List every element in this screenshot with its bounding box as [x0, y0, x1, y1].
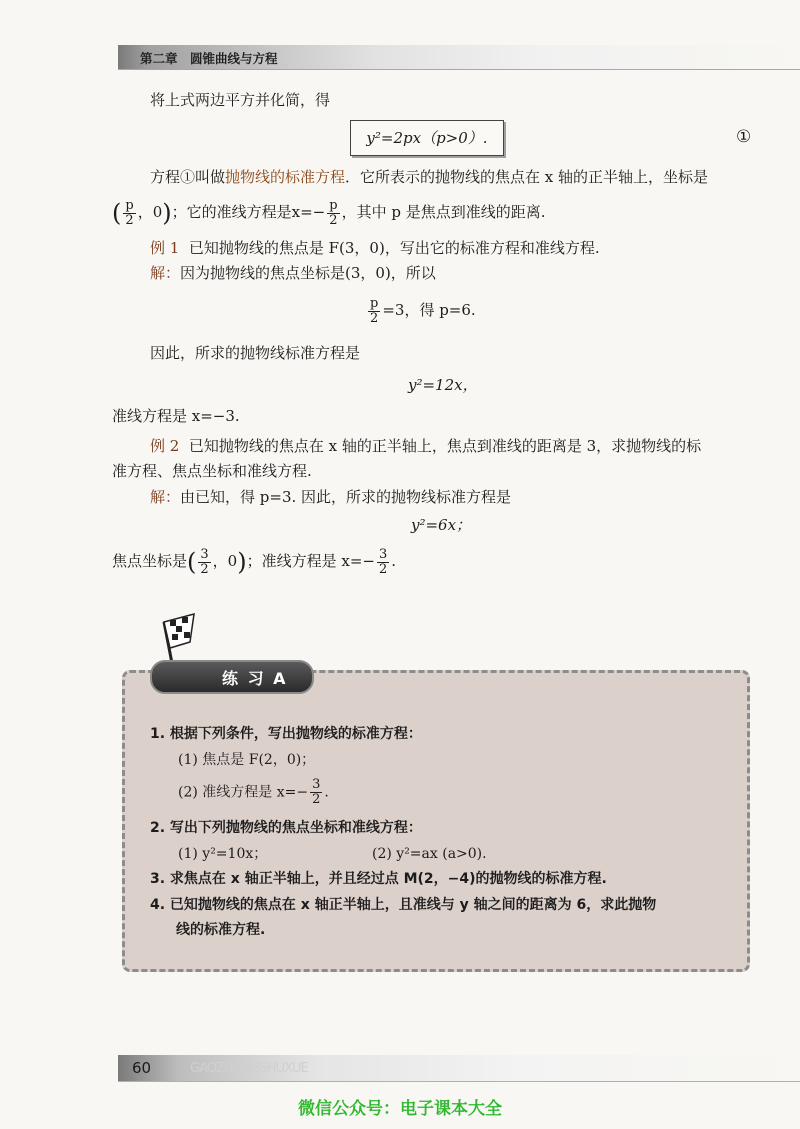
example-label: 例 1 [150, 239, 180, 257]
exercise-q2: 2. 写出下列抛物线的焦点坐标和准线方程： [150, 820, 422, 836]
footer-divider [118, 1081, 800, 1082]
fraction: $\frac{p}{2}$ [329, 197, 338, 228]
example-2-answer: 焦点坐标是( $\frac{3}{2}$ ，0)；准线方程是 x=− $\frac{3}{2}$ . [112, 546, 397, 577]
fraction: $\frac{3}{2}$ [378, 546, 388, 577]
key-term: 抛物线的标准方程 [225, 168, 346, 186]
page-footer [118, 1055, 800, 1081]
fraction: $\frac{3}{2}$ [200, 546, 209, 577]
exercise-q4: 4. 已知抛物线的焦点在 x 轴正半轴上，且准线与 y 轴之间的距离为 6，求此抛物 [150, 897, 657, 913]
example-1-question: 例 1 已知抛物线的焦点是 F(3，0)，写出它的标准方程和准线方程. [150, 239, 600, 257]
header-divider [118, 69, 800, 70]
fraction: $\frac{p}{2}$ [370, 295, 379, 326]
exercise-q2b: (2) y²=ax (a>0). [372, 846, 487, 862]
example-1-text-2: 因此，所求的抛物线标准方程是 [150, 344, 361, 362]
example-1-equation-2: y²=12x， [408, 376, 478, 394]
example-2-question-cont: 准方程、焦点坐标和准线方程. [112, 462, 312, 480]
intro-text: 将上式两边平方并化简，得 [150, 91, 331, 109]
focus-directrix-line: ( $\frac{p}{2}$ ，0)；它的准线方程是x=− $\frac{p}{2}$ ，其中 p 是焦点到准线的距离. [112, 197, 546, 228]
exercise-q1: 1. 根据下列条件，写出抛物线的标准方程： [150, 726, 422, 742]
example-2-equation: y²=6x； [411, 516, 472, 534]
page-number: 60 [132, 1059, 152, 1077]
example-1-text-3: 准线方程是 x=−3. [112, 407, 240, 425]
chapter-header [118, 45, 800, 69]
example-1-equation-1: $\frac{p}{2}$ =3，得 p=6. [370, 295, 476, 326]
definition-paragraph: 方程①叫做抛物线的标准方程．它所表示的抛物线的焦点在 x 轴的正半轴上，坐标是 [150, 168, 709, 186]
watermark-text: 微信公众号：电子课本大全 [298, 1099, 502, 1119]
example-1-solution: 解：因为抛物线的焦点坐标是(3，0)，所以 [150, 264, 436, 282]
exercise-q3: 3. 求焦点在 x 轴正半轴上，并且经过点 M(2，−4)的抛物线的标准方程. [150, 871, 607, 887]
formula-number: ① [736, 127, 752, 147]
exercise-title: 练 习 A [222, 669, 288, 688]
fraction: $\frac{3}{2}$ [312, 777, 321, 807]
solution-label: 解： [150, 488, 181, 506]
exercise-q4-cont: 线的标准方程. [176, 922, 266, 938]
exercise-tab [150, 660, 314, 694]
exercise-q1b: (2) 准线方程是 x=− $\frac{3}{2}$ . [178, 777, 329, 807]
series-brand: GAOZHONGSHUXUE [190, 1061, 308, 1076]
exercise-q1a: (1) 焦点是 F(2，0)； [178, 752, 316, 768]
example-2-question: 例 2 已知抛物线的焦点在 x 轴的正半轴上，焦点到准线的距离是 3，求抛物线的标 [150, 437, 702, 455]
solution-label: 解： [150, 264, 181, 282]
example-2-solution: 解：由已知，得 p=3. 因此，所求的抛物线标准方程是 [150, 488, 512, 506]
exercise-q2a: (1) y²=10x； [178, 846, 268, 862]
boxed-formula: y²=2px（p>0）. [350, 120, 504, 156]
fraction: $\frac{p}{2}$ [125, 197, 134, 228]
chapter-title: 第二章 圆锥曲线与方程 [140, 51, 278, 66]
example-label: 例 2 [150, 437, 180, 455]
